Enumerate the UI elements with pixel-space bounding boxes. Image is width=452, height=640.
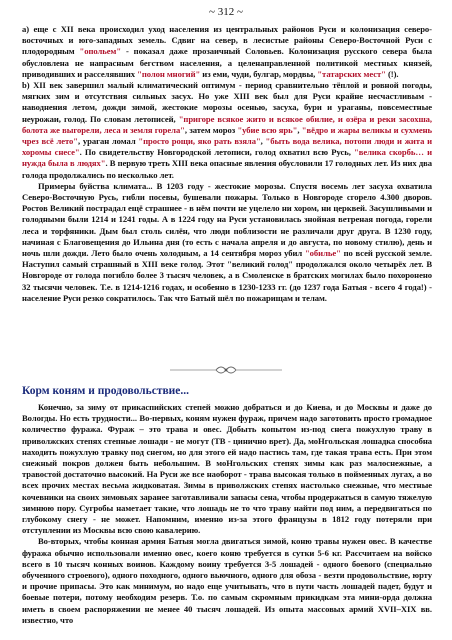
section-heading: Корм коням и продовольствие... — [22, 385, 190, 397]
section-body — [22, 402, 432, 626]
text-run: . В первую треть XIII века опасные явления обусловили 17 голодных лет. Из них два голода продолжались по несколько лет. — [22, 158, 432, 180]
quote: "быть вода велика, потопи люди и жита и хоромы снесе" — [22, 136, 432, 158]
page-number: ~ 312 ~ — [209, 6, 243, 18]
text-run: (!). — [385, 68, 399, 79]
text-run: из еми, чуди, булгар, мордвы, — [200, 68, 318, 79]
quote: "велика скорбь… и нужда была в людях" — [22, 147, 432, 169]
quote: "обилье" — [304, 248, 341, 259]
text-run: . По свидетельству Новгородской летописи, голод охватил всю Русь, — [79, 147, 355, 158]
text-run: , — [260, 136, 266, 147]
quote: "опольем" — [79, 46, 122, 57]
text-run: , затем мороз — [184, 124, 238, 135]
text-run: а) еще с XII века происходил уход населения из центральных районов Руси и колонизация северо-восточных и юго-западных земель. Сдвиг на север, в лесистые районы Северо-Восточной Руси с плодородным — [22, 24, 432, 57]
quote: "пригоре всякое жито и всякое обилие, и озёра и реки засохша, болота же выгорели, леса и земля горела" — [22, 113, 432, 135]
text-run: Примеры буйства климата... В 1203 году - жестокие морозы. Спустя восемь лет засуха охватила Северо-Восточную Русь, гибли посевы, бушевали пожары. Только в Новгороде сгорело 4.300 дворов. Ростов Великий пострадал ещё страшнее - в нём почти не уцелело ни хором, ни церквей. Засушливыми и голодными были 1214 и 1241 годы. А в 1224 году на Руси установилась знойная ветреная погода, горели леса и торфяники. Дым был столь силён, что люди поблизости не различали друг друга. В 1230 году, начиная с Благовещения до Ильина дня (то есть с начала апреля и до августа, по новому стилю), день и ночь шли дожди. Лето было очень холодным, а 14 сентября мороз убил — [22, 180, 432, 259]
text-run: b) XII век завершил малый климатический оптимум - период сравнительно тёплой и ровной погоды, мягких зим и отсутствия сильных засух. Но уже XIII век был для Руси крайне несчастливым - наводнения летом, дожди зимой, жестокие морозы осенью, засуха, бури и ураганы, повсеместные неурожаи, голод. По словам летописей, — [22, 80, 432, 124]
paragraph-b — [22, 80, 432, 181]
section-paragraph-2: Во-вторых, чтобы конная армия Батыя могла двигаться зимой, коню травы нужен овес. В качестве фуража обычно использовали именно овес, коего коню требуется в сутки 5-6 кг. Рассчитаем на войско всего в 10 тысяч конных воинов. Каждому воину требуется 3-5 лошадей - одного боевого (специально обученного строевого), одного походного, одного вьючного, одного для обоза - везти продовольствие, юрту и прочие припасы. Это как минимум, но надо еще учитывать, что в пути часть лошадей падет, будут и боевые потери, потому необходим резерв. Т.о. по самым скромным прикидкам эта мини-орда должна иметь в своем распоряжении не менее 40 тысяч лошадей. Из опыта массовых армий XVII–XIX вв. известно, что — [22, 536, 432, 625]
text-run: по всей русской земле. Наступил самый страшный в XIII веке голод. Этот "великий голод" продолжался около четырёх лет. В Новгороде от голода погибло более 3 тысяч человек, а в Смоленске в братских могилах было похоронено 32 тысячи человек. Т.е. в 1214-1216 годах, и особенно в 1230-1233 гг. (до 1237 года Батыя - всего 4 года!) - население Руси резко сократилось. Так что Батый шёл по пожарищам и телам. — [22, 248, 432, 303]
quote: "просто рощи, яко рать взяла" — [138, 136, 261, 147]
quote: "убие всю ярь" — [237, 124, 298, 135]
text-run: - показал даже прозаичный Соловьев. Колонизация русского севера была обусловлена не напрасным бегством населения, а целенаправленной политикой местных князей, приводивших и расселявших — [22, 46, 432, 79]
paragraph-c — [22, 181, 432, 304]
quote: "полон многий" — [137, 68, 201, 79]
quote: "вёдро и жары великы и сухмень чрез всё лето" — [22, 124, 432, 147]
text-run: , — [297, 124, 302, 135]
section-paragraph-1: Конечно, за зиму от прикаспийских степей можно добраться и до Киева, и до Москвы и даже до Вологды. Но есть трудности... Во-первых, коням нужен фураж, причем надо заготовить просто громадное количество фуража. Фураж – это травa и овес. Добыть копытом из-под снега пожухлую траву в приволжских степях степные лошади - не могут (ТВ - цинично врет). Да, моНгольская лошадка способна находить пожухлую травку под снегом, но для этого ей надо пастись там, где такая трава есть. При этом снежный покров должен быть небольшим. В моНгольских степях зимы как раз малоснежные, а травостой достаточно высокий. На Руси же все наоборот - трава высокая только в пойменных лугах, а во всех прочих местах весьма жидковатая. Зимы в приволжских степях настолько снежные, что местные кочевники на своих зимовьях заранее заготавливали запасы сена, чтобы продержаться в самую тяжелую зимнюю пору. Сугробы наметает такие, что лошадь не то что траву найти под ним, а передвигаться по глубокому снегу - не может. Напомним, именно из-за этого французы в 1812 году потеряли при отступлении из Москвы всю свою кавалерию. — [22, 402, 432, 536]
ornament-divider — [166, 363, 286, 377]
text-run: , ураган ломал — [78, 136, 139, 147]
paragraph-a — [22, 24, 432, 80]
article-body — [22, 24, 432, 304]
quote: "татарских мест" — [317, 68, 386, 79]
